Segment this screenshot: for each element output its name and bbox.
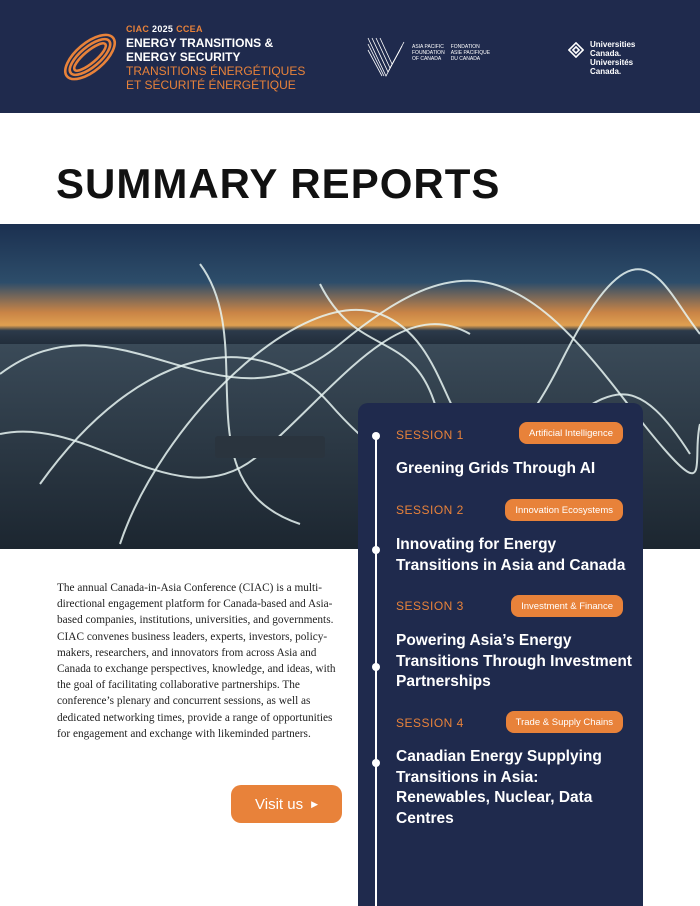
play-triangle-icon: ▶ (311, 798, 318, 809)
title-fr-line2: ET SÉCURITÉ ÉNERGÉTIQUE (126, 78, 296, 92)
uc-3: Universités (590, 58, 634, 67)
session-1-title[interactable]: Greening Grids Through AI (396, 460, 596, 477)
timeline-dot (372, 759, 380, 767)
session-1-tag[interactable]: Artificial Intelligence (519, 422, 623, 444)
universities-canada-logo (568, 40, 635, 76)
apf-en-3: OF CANADA (412, 56, 442, 62)
title-fr-line1: TRANSITIONS ÉNERGÉTIQUES (126, 64, 306, 78)
apf-logo (366, 36, 490, 78)
uc-1: Universities (590, 40, 636, 49)
session-1-label: SESSION 1 (396, 428, 464, 442)
title-en-line2: ENERGY SECURITY (126, 50, 241, 64)
timeline-dot (372, 546, 380, 554)
session-4-title[interactable]: Canadian Energy Supplying Transitions in Asia: Renewables, Nuclear, Data Centres (396, 748, 602, 827)
session-3-tag[interactable]: Investment & Finance (511, 595, 623, 617)
session-3-label: SESSION 3 (396, 599, 464, 613)
header-banner (0, 0, 700, 113)
apf-en-1: ASIA PACIFIC (412, 44, 444, 50)
sessions-panel (358, 403, 643, 906)
apf-fr-2: ASIE PACIFIQUE (450, 50, 491, 56)
apf-fr-3: DU CANADA (450, 56, 481, 62)
visit-us-button[interactable] (231, 785, 342, 823)
title-en-line1: ENERGY TRANSITIONS & (126, 36, 274, 50)
session-2-tag[interactable]: Innovation Ecosystems (505, 499, 623, 521)
ciac-prefix: CIAC (126, 24, 150, 34)
page-title: SUMMARY REPORTS (56, 160, 501, 207)
visit-us-label: Visit us (255, 795, 304, 813)
apf-fr-1: FONDATION (450, 44, 480, 50)
session-2-label: SESSION 2 (396, 503, 464, 517)
timeline-dot (372, 432, 380, 440)
uc-diamond-logo-icon (568, 42, 584, 58)
apf-en-2: FOUNDATION (412, 50, 445, 56)
ciac-year: 2025 (152, 24, 174, 34)
ciac-rings-logo-icon (55, 24, 125, 90)
session-2-title[interactable]: Innovating for Energy Transitions in Asia and Canada (396, 536, 626, 574)
session-3-title[interactable]: Powering Asia’s Energy Transitions Through Investment Partnerships (396, 632, 632, 690)
ciac-wordmark (126, 22, 305, 92)
timeline-dot (372, 663, 380, 671)
apf-lines-logo-icon (366, 36, 406, 78)
session-4-tag[interactable]: Trade & Supply Chains (506, 711, 623, 733)
session-4-label: SESSION 4 (396, 716, 464, 730)
uc-2: Canada. (590, 49, 622, 58)
description-paragraph: The annual Canada-in-Asia Conference (CIAC) is a multi-directional engagement platform for Canada-based and Asia-based companies, institutions, universities, and governments. CIAC convenes business leaders, experts, investors, policy-makers, researchers, and innovators from across Asia and Canada to exchange perspectives, knowledge, and ideas, with the goal of facilitating collaborative partnerships. The conference’s plenary and concurrent sessions, as well as dedicated networking times, provide a range of opportunities for engagement and exchange with likeminded partners. (57, 582, 336, 740)
uc-4: Canada. (590, 67, 622, 76)
ciac-suffix: CCEA (176, 24, 203, 34)
